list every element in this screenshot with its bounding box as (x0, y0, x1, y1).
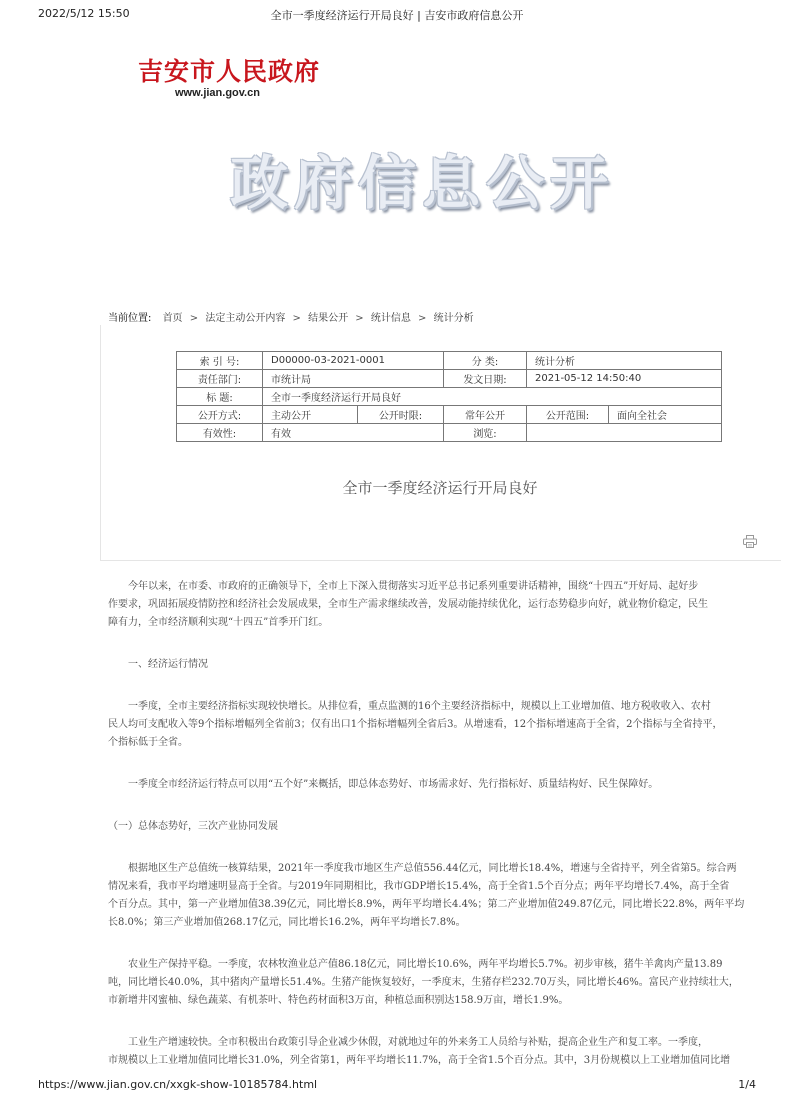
table-row (177, 388, 722, 406)
table-row (177, 370, 722, 388)
index-number-value: D00000-03-2021-0001 (263, 352, 444, 370)
info-metadata-table (176, 351, 722, 442)
text-line: 作要求，巩固拓展疫情防控和经济社会发展成果，全市生产需求继续改善，发展动能持续优化，运行态势稳步向好，就业物价稳定，民生 (108, 599, 708, 610)
title-value: 全市一季度经济运行开局良好 (263, 388, 722, 406)
text-line: 个指标低于全省。 (108, 737, 188, 748)
views-label: 浏览: (444, 424, 527, 442)
paragraph (108, 1034, 758, 1068)
print-page-number: 1/4 (738, 1078, 756, 1091)
table-row (177, 406, 722, 424)
text-line: 市新增井冈蜜柚、绿色蔬菜、有机茶叶、特色药材面积3万亩，种植总面积别达158.9万亩，增长1.9%。 (108, 995, 569, 1006)
category-label: 分 类: (444, 352, 527, 370)
disclosure-period-label: 公开时限: (358, 406, 444, 424)
breadcrumb-separator: > (355, 313, 364, 324)
text-line: 吨，同比增长40.0%，其中猪肉产量增长51.4%。生猪产能恢复较好，一季度末，生猪存栏232.70万头，同比增长46%。富民产业持续壮大， (108, 977, 739, 988)
breadcrumb-separator: > (418, 313, 427, 324)
breadcrumb-item-results[interactable]: 结果公开 (308, 313, 349, 324)
disclosure-scope-label: 公开范围: (527, 406, 609, 424)
text-line: 障有力，全市经济顺利实现“十四五”首季开门红。 (108, 617, 329, 628)
breadcrumb (108, 309, 474, 324)
paragraph (108, 956, 758, 1010)
table-row (177, 424, 722, 442)
breadcrumb-item-statistics-info[interactable]: 统计信息 (370, 313, 411, 324)
site-logo-title[interactable]: 吉安市人民政府 (138, 57, 321, 86)
department-label: 责任部门: (177, 370, 263, 388)
views-value (527, 424, 722, 442)
disclosure-mode-label: 公开方式: (177, 406, 263, 424)
index-number-label: 索 引 号: (177, 352, 263, 370)
text-line: 个百分点。其中，第一产业增加值38.39亿元，同比增长8.9%，两年平均增长4.4%；第二产业增加值249.87亿元，同比增长22.8%，两年平均 (108, 899, 745, 910)
text-line: 一季度全市经济运行特点可以用“五个好”来概括，即总体态势好、市场需求好、先行指标好、质量结构好、民生保障好。 (128, 779, 659, 790)
paragraph (108, 578, 758, 632)
section-heading (108, 656, 758, 674)
validity-label: 有效性: (177, 424, 263, 442)
text-line: 农业生产保持平稳。一季度，农林牧渔业总产值86.18亿元，同比增长10.6%，两年平均增长5.7%。初步审核，猪牛羊禽肉产量13.89 (128, 959, 723, 970)
validity-value: 有效 (263, 424, 444, 442)
print-icon[interactable] (743, 535, 757, 548)
text-line: 工业生产增速较快。全市积极出台政策引导企业减少休假，对就地过年的外来务工人员给与补贴，提高企业生产和复工率。一季度， (128, 1037, 708, 1048)
article-title: 全市一季度经济运行开局良好 (342, 479, 538, 497)
text-line: 根据地区生产总值统一核算结果，2021年一季度我市地区生产总值556.44亿元，同比增长18.4%，增速与全省持平，列全省第5。综合两 (128, 863, 737, 874)
print-datetime: 2022/5/12 15:50 (38, 7, 130, 20)
text-line: 一季度，全市主要经济指标实现较快增长。从排位看，重点监测的16个主要经济指标中，规模以上工业增加值、地方税收收入、农村 (128, 701, 711, 712)
print-url: https://www.jian.gov.cn/xxgk-show-10185784.html (38, 1078, 318, 1091)
publish-date-label: 发文日期: (444, 370, 527, 388)
breadcrumb-item-statutory[interactable]: 法定主动公开内容 (205, 313, 286, 324)
site-url: www.jian.gov.cn (175, 87, 260, 99)
publish-date-value: 2021-05-12 14:50:40 (527, 370, 722, 388)
banner-title: 政府信息公开 (230, 149, 615, 217)
text-line: 市规模以上工业增加值同比增长31.0%，列全省第1，两年平均增长11.7%，高于全省1.5个百分点。其中，3月份规模以上工业增加值同比增 (108, 1055, 731, 1066)
text-line: （一）总体态势好，三次产业协同发展 (108, 821, 278, 832)
category-value: 统计分析 (527, 352, 722, 370)
breadcrumb-label: 当前位置: (108, 313, 152, 324)
section-heading (108, 818, 758, 836)
text-line: 情况来看，我市平均增速明显高于全省。与2019年同期相比，我市GDP增长15.4%，高于全省1.5个百分点；两年平均增长7.4%，高于全省 (108, 881, 730, 892)
department-value: 市统计局 (263, 370, 444, 388)
disclosure-scope-value: 面向全社会 (609, 406, 722, 424)
paragraph (108, 776, 758, 794)
breadcrumb-separator: > (189, 313, 199, 324)
title-label: 标 题: (177, 388, 263, 406)
paragraph (108, 860, 758, 932)
text-line: 今年以来，在市委、市政府的正确领导下，全市上下深入贯彻落实习近平总书记系列重要讲话精神，围绕“十四五”开好局、起好步 (128, 581, 699, 592)
article-body (108, 578, 758, 1068)
table-row (177, 352, 722, 370)
paragraph (108, 698, 758, 752)
disclosure-period-value: 常年公开 (444, 406, 527, 424)
text-line: 民人均可支配收入等9个指标增幅列全省前3；仅有出口1个指标增幅列全省后3。从增速看，12个指标增速高于全省，2个指标与全省持平， (108, 719, 723, 730)
breadcrumb-item-statistics-analysis[interactable]: 统计分析 (433, 313, 474, 324)
text-line: 一、经济运行情况 (128, 659, 208, 670)
text-line: 长8.0%；第三产业增加值268.17亿元，同比增长16.2%，两年平均增长7.8%。 (108, 917, 466, 928)
print-page-title: 全市一季度经济运行开局良好 | 吉安市政府信息公开 (270, 9, 524, 22)
breadcrumb-separator: > (292, 313, 301, 324)
disclosure-mode-value: 主动公开 (263, 406, 358, 424)
breadcrumb-item-home[interactable]: 首页 (162, 313, 183, 324)
